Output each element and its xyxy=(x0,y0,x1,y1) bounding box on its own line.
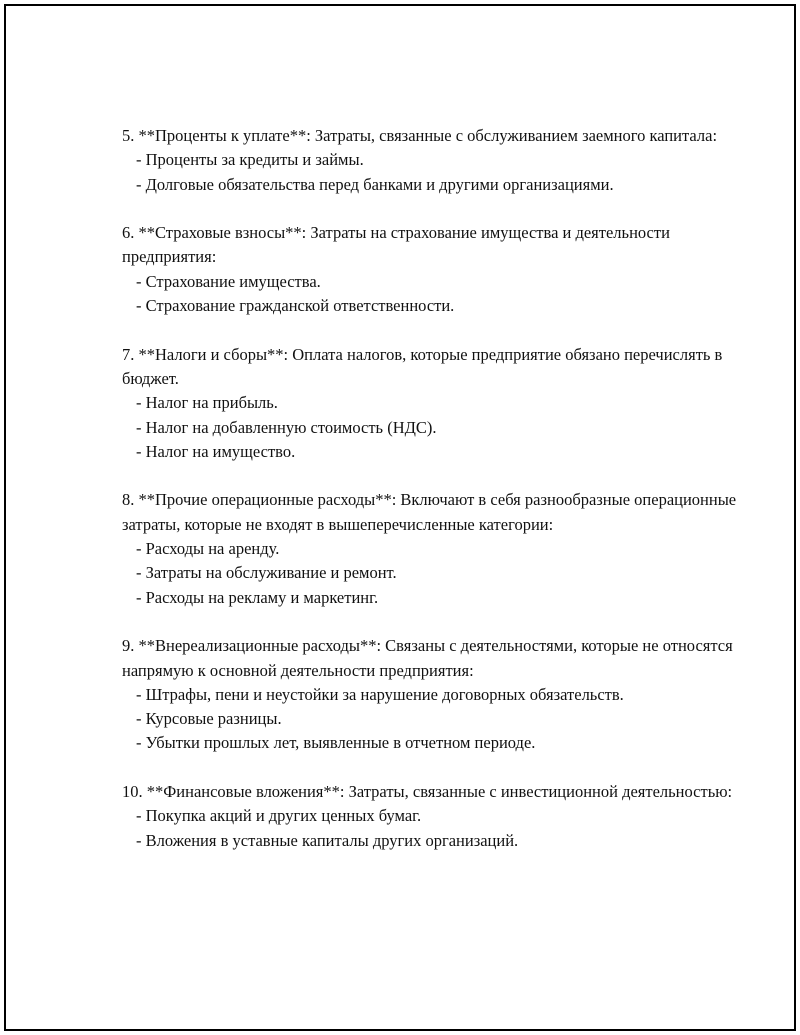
section-heading: 7. **Налоги и сборы**: Оплата налогов, которые предприятие обязано перечислять в бюджет. xyxy=(122,344,723,388)
document-page xyxy=(4,4,796,1031)
list-item: - Убытки прошлых лет, выявленные в отчетном периоде. xyxy=(136,733,536,753)
list-item: - Налог на прибыль. xyxy=(136,393,278,413)
list-item: - Страхование гражданской ответственности. xyxy=(136,296,455,316)
list-item: - Долговые обязательства перед банками и другими организациями. xyxy=(136,174,614,194)
list-item: - Налог на добавленную стоимость (НДС). xyxy=(136,417,437,437)
section-heading: 8. **Прочие операционные расходы**: Включают в себя разнообразные операционные затраты, которые не входят в вышеперечисленные категории: xyxy=(122,490,737,534)
section-financial-investments xyxy=(122,780,762,853)
list-item: - Расходы на рекламу и маркетинг. xyxy=(136,587,379,607)
section-taxes xyxy=(122,343,762,464)
document-body xyxy=(122,124,762,877)
list-item: - Курсовые разницы. xyxy=(136,709,282,729)
list-item: - Налог на имущество. xyxy=(136,441,296,461)
list-item: - Расходы на аренду. xyxy=(136,539,280,559)
section-heading: 9. **Внереализационные расходы**: Связаны с деятельностями, которые не относятся напрямую к основной деятельности предприятия: xyxy=(122,636,733,680)
list-item: - Штрафы, пени и неустойки за нарушение договорных обязательств. xyxy=(136,684,624,704)
section-non-operating xyxy=(122,634,762,755)
section-heading: 10. **Финансовые вложения**: Затраты, связанные с инвестиционной деятельностью: xyxy=(122,782,733,802)
list-item: - Вложения в уставные капиталы других организаций. xyxy=(136,830,519,850)
section-interest-payable xyxy=(122,124,762,197)
list-item: - Проценты за кредиты и займы. xyxy=(136,150,364,170)
list-item: - Затраты на обслуживание и ремонт. xyxy=(136,563,397,583)
list-item: - Страхование имущества. xyxy=(136,271,321,291)
section-other-operating xyxy=(122,488,762,609)
section-heading: 5. **Проценты к уплате**: Затраты, связанные с обслуживанием заемного капитала: xyxy=(122,126,718,145)
section-heading: 6. **Страховые взносы**: Затраты на страхование имущества и деятельности предприятия: xyxy=(122,223,670,267)
list-item: - Покупка акций и других ценных бумаг. xyxy=(136,806,422,826)
section-insurance xyxy=(122,221,762,318)
